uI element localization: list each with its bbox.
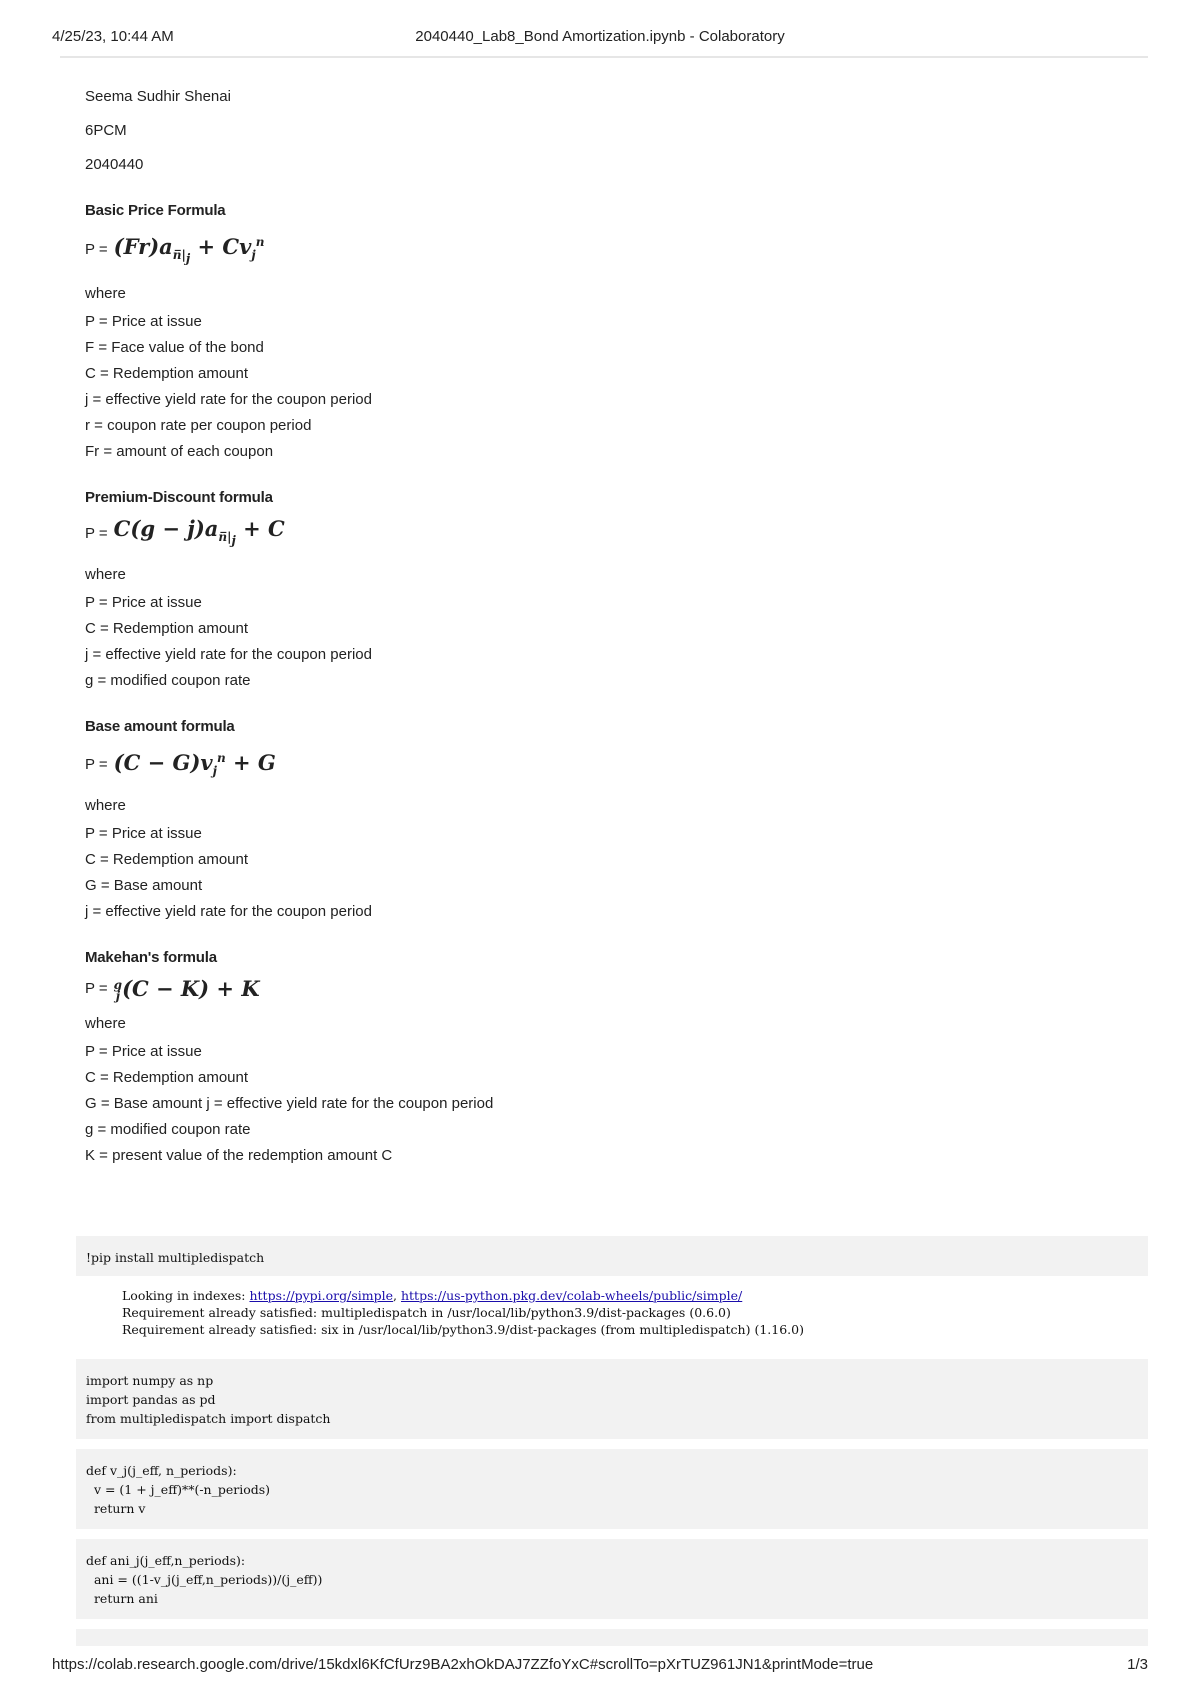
- output-text: Looking in indexes:: [122, 1288, 250, 1303]
- formula: [85, 224, 1085, 277]
- formula: [85, 740, 1085, 789]
- definition-item: G = Base amount j = effective yield rate for the coupon period: [85, 1095, 494, 1113]
- where-label: where: [85, 566, 126, 584]
- definition-item: g = modified coupon rate: [85, 672, 251, 690]
- print-header: [52, 28, 1148, 52]
- author-name: Seema Sudhir Shenai: [85, 88, 231, 105]
- definition-item: Fr = amount of each coupon: [85, 442, 274, 460]
- definition-list: [85, 309, 1085, 465]
- definition-item: C = Redemption amount: [85, 364, 249, 382]
- output-text: Requirement already satisfied: multipledispatch in /usr/local/lib/python3.9/dist-packages (0.6.0): [122, 1305, 731, 1320]
- definition-item: P = Price at issue: [85, 825, 202, 843]
- section-heading: Makehan's formula: [85, 949, 217, 967]
- header-divider: [60, 56, 1148, 58]
- definition-item: C = Redemption amount: [85, 1069, 249, 1087]
- formula-prefix: P =: [85, 980, 108, 998]
- where-label: where: [85, 284, 126, 302]
- definition-item: P = Price at issue: [85, 594, 202, 612]
- output-text: Requirement already satisfied: six in /usr/local/lib/python3.9/dist-packages (from multipledispatch) (1.16.0): [122, 1322, 804, 1337]
- page-url: https://colab.research.google.com/drive/15kdxl6KfCfUrz9BA2xhOkDAJ7ZZfoYxC#scrollTo=pXrTUZ961JN1&printMode=true: [52, 1656, 874, 1673]
- section-heading: Base amount formula: [85, 718, 235, 736]
- formula-prefix: P =: [85, 755, 108, 773]
- cell-output: [122, 1287, 1142, 1338]
- base-amount-formula-math: $(C - G)v_j^n + G$: [113, 750, 276, 779]
- print-footer: [52, 1656, 1148, 1676]
- definition-item: C = Redemption amount: [85, 851, 249, 869]
- makeham-formula-math: g j (C − K) + K: [113, 976, 260, 1003]
- section-heading: Basic Price Formula: [85, 202, 226, 219]
- definition-item: F = Face value of the bond: [85, 338, 264, 356]
- code-cell-v-j[interactable]: [76, 1449, 1148, 1529]
- formula: [85, 971, 1085, 1007]
- definition-item: C = Redemption amount: [85, 620, 249, 638]
- code-cell-pip-install[interactable]: [76, 1236, 1148, 1276]
- where-label: where: [85, 1015, 126, 1033]
- definition-item: j = effective yield rate for the coupon period: [85, 390, 372, 408]
- definition-item: j = effective yield rate for the coupon period: [85, 646, 372, 664]
- author-id: 2040440: [85, 156, 144, 173]
- definition-item: r = coupon rate per coupon period: [85, 416, 312, 434]
- code-source[interactable]: def ani_j(j_eff,n_periods): ani = ((1-v_j(j_eff,n_periods))/(j_eff)) return ani: [86, 1553, 323, 1606]
- text-cell: [85, 84, 1085, 1169]
- premium-discount-formula-math: $C(g - j)a_{n̅|_j} + C$: [113, 515, 285, 548]
- code-cell-imports[interactable]: [76, 1359, 1148, 1439]
- code-source[interactable]: def v_j(j_eff, n_periods): v = (1 + j_eff)**(-n_periods) return v: [86, 1463, 271, 1516]
- definition-item: K = present value of the redemption amount C: [85, 1147, 393, 1165]
- author-class: 6PCM: [85, 122, 127, 139]
- formula-prefix: P =: [85, 241, 108, 259]
- colab-wheels-link[interactable]: https://us-python.pkg.dev/colab-wheels/public/simple/: [400, 1288, 743, 1303]
- page-number: 1/3: [1127, 1656, 1148, 1673]
- definition-item: P = Price at issue: [85, 1043, 202, 1061]
- definition-item: P = Price at issue: [85, 312, 202, 330]
- definition-list: [85, 821, 1085, 925]
- definition-item: g = modified coupon rate: [85, 1121, 251, 1139]
- formula-prefix: P =: [85, 525, 108, 543]
- formula: [85, 511, 1085, 559]
- code-cell-ani-j[interactable]: [76, 1539, 1148, 1619]
- code-cell-partial[interactable]: [76, 1629, 1148, 1646]
- basic-price-formula-math: $(Fr)a_{n̅|_j} + Cv_j^n$: [113, 234, 265, 266]
- code-source[interactable]: import numpy as np import pandas as pd from multipledispatch import dispatch: [86, 1373, 331, 1426]
- definition-item: j = effective yield rate for the coupon period: [85, 903, 372, 921]
- definition-list: [85, 1039, 1085, 1169]
- where-label: where: [85, 797, 126, 815]
- pypi-link[interactable]: https://pypi.org/simple: [249, 1288, 394, 1303]
- print-datetime: 4/25/23, 10:44 AM: [52, 28, 174, 45]
- definition-list: [85, 590, 1085, 694]
- output-text: ,: [393, 1288, 401, 1303]
- notebook-title: 2040440_Lab8_Bond Amortization.ipynb - Colaboratory: [415, 28, 785, 45]
- code-source[interactable]: !pip install multipledispatch: [86, 1250, 265, 1265]
- section-heading: Premium-Discount formula: [85, 488, 273, 506]
- definition-item: G = Base amount: [85, 877, 203, 895]
